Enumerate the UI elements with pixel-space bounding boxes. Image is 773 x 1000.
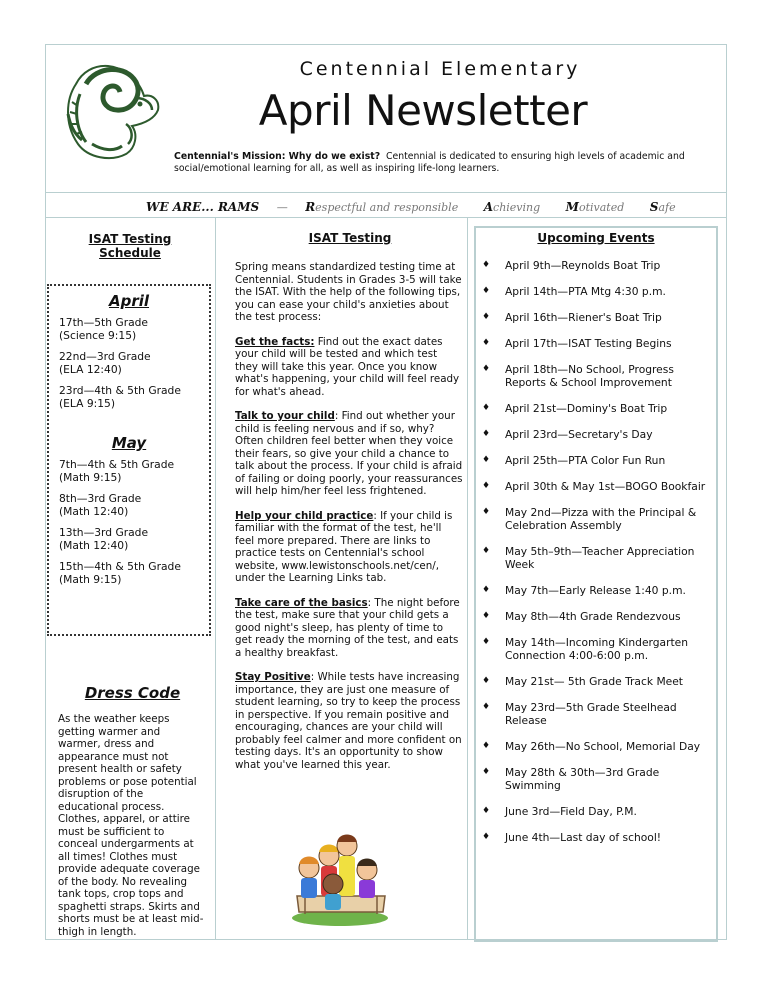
event-item: [472, 337, 710, 350]
middle-column-divider: [467, 217, 468, 940]
event-text: June 4th—Last day of school!: [505, 831, 662, 844]
tip-paragraph: [235, 671, 463, 771]
schedule-entry-date: 8th—3rd Grade: [59, 492, 142, 505]
event-text: April 23rd—Secretary's Day: [505, 428, 653, 441]
motto-s-rest: afe: [658, 201, 676, 214]
schedule-entry-subject: (Math 9:15): [59, 573, 122, 586]
tip-paragraph: [235, 510, 463, 585]
motto-a-letter: A: [483, 200, 494, 214]
header-divider: [45, 192, 727, 193]
diamond-bullet-icon: ♦: [482, 403, 491, 413]
motto-lead: WE ARE... RAMS: [146, 200, 260, 214]
may-label: May: [111, 434, 147, 452]
event-text: June 3rd—Field Day, P.M.: [505, 805, 637, 818]
schedule-entry-subject: (Math 9:15): [59, 471, 122, 484]
tips-list: [235, 336, 463, 772]
mission-label: Centennial's Mission: Why do we exist?: [174, 151, 381, 162]
diamond-bullet-icon: ♦: [482, 806, 491, 816]
motto-r-letter: R: [305, 200, 316, 214]
tip-title: Take care of the basics: [235, 596, 368, 609]
tip-text: : The night before the test, make sure that your child gets a good night's sleep, has plenty of time to get ready the morning of the test, and eats a healthy breakfast.: [235, 596, 460, 659]
page-title: April Newsletter: [258, 86, 588, 135]
diamond-bullet-icon: ♦: [482, 481, 491, 491]
event-item: [472, 311, 710, 324]
events-heading: Upcoming Events: [537, 231, 655, 245]
diamond-bullet-icon: ♦: [482, 767, 491, 777]
event-item: [472, 506, 710, 532]
event-text: April 18th—No School, Progress Reports & School Improvement: [505, 363, 674, 389]
mission-text: Centennial is dedicated to ensuring high levels of academic and social/emotional learning for all, as well as inspiring life-long learners.: [174, 151, 685, 174]
schedule-entry: [59, 560, 209, 586]
tip-title: Help your child practice: [235, 509, 374, 522]
article-intro: Spring means standardized testing time at Centennial. Students in Grades 3-5 will take the ISAT. With the help of the following tips, you can ease your child's anxieties about the test process:: [235, 261, 462, 323]
testing-schedule-box: [47, 284, 211, 636]
tip-paragraph: [235, 410, 463, 498]
diamond-bullet-icon: ♦: [482, 611, 491, 621]
tip-title: Get the facts:: [235, 335, 315, 348]
event-item: [472, 285, 710, 298]
tip-text: : While tests have increasing importance, they are just one measure of student learning, so try to keep the process in perspective. If you remain positive and encouraging, chances are your child will probably feel calmer and more confident on testing days. It's an opportunity to show what you've learned this year.: [235, 671, 462, 771]
tip-paragraph: [235, 597, 463, 660]
schedule-entry: [59, 384, 209, 410]
event-item: [472, 480, 710, 493]
tip-title: Talk to your child: [235, 410, 335, 422]
event-text: May 21st— 5th Grade Track Meet: [505, 675, 684, 688]
may-schedule-list: [49, 458, 209, 586]
diamond-bullet-icon: ♦: [482, 260, 491, 270]
children-illustration: [285, 826, 395, 930]
event-item: [472, 610, 710, 623]
diamond-bullet-icon: ♦: [482, 429, 491, 439]
tip-title: Stay Positive: [235, 671, 311, 683]
schedule-entry-date: 7th—4th & 5th Grade: [59, 458, 175, 471]
schedule-entry-subject: (Math 12:40): [59, 539, 129, 552]
article-body: [235, 261, 463, 783]
schedule-entry-subject: (ELA 9:15): [59, 397, 116, 410]
event-item: [472, 766, 710, 792]
schedule-entry: [59, 316, 209, 342]
event-item: [472, 428, 710, 441]
diamond-bullet-icon: ♦: [482, 585, 491, 595]
event-item: [472, 805, 710, 818]
motto-m-letter: M: [565, 200, 579, 214]
event-text: April 30th & May 1st—BOGO Bookfair: [505, 480, 706, 493]
diamond-bullet-icon: ♦: [482, 507, 491, 517]
motto-bar: [146, 200, 676, 214]
tip-text: Find out the exact dates your child will be tested and which test they will take this year. Once you know what's happening, your child will feel ready for what's ahead.: [235, 335, 460, 398]
school-name: Centennial Elementary: [299, 58, 581, 80]
event-text: April 25th—PTA Color Fun Run: [505, 454, 666, 467]
event-text: May 23rd—5th Grade Steelhead Release: [505, 701, 677, 727]
schedule-entry-subject: (Science 9:15): [59, 329, 137, 342]
april-label: April: [108, 292, 150, 310]
events-list: [472, 259, 710, 857]
event-text: May 2nd—Pizza with the Principal & Celebration Assembly: [505, 506, 697, 532]
schedule-entry-date: 17th—5th Grade: [59, 316, 148, 329]
event-item: [472, 584, 710, 597]
diamond-bullet-icon: ♦: [482, 832, 491, 842]
event-text: April 9th—Reynolds Boat Trip: [505, 259, 661, 272]
schedule-entry-date: 23rd—4th & 5th Grade: [59, 384, 181, 397]
event-item: [472, 402, 710, 415]
schedule-entry-date: 13th—3rd Grade: [59, 526, 149, 539]
motto-a-rest: chieving: [493, 201, 541, 214]
event-item: [472, 701, 710, 727]
event-text: April 17th—ISAT Testing Begins: [505, 337, 672, 350]
diamond-bullet-icon: ♦: [482, 338, 491, 348]
event-item: [472, 363, 710, 389]
april-schedule-list: [49, 316, 209, 410]
left-column-divider: [215, 217, 216, 940]
event-text: April 21st—Dominy's Boat Trip: [505, 402, 668, 415]
schedule-entry-subject: (ELA 12:40): [59, 363, 122, 376]
motto-m-rest: otivated: [578, 201, 625, 214]
schedule-entry: [59, 526, 209, 552]
event-text: April 14th—PTA Mtg 4:30 p.m.: [505, 285, 666, 298]
event-item: [472, 259, 710, 272]
diamond-bullet-icon: ♦: [482, 312, 491, 322]
tip-text: : If your child is familiar with the format of the test, he'll feel more prepared. There are links to practice tests on Centennial's school website, www.lewistonschools.net/cen/, under the Learning Links tab.: [235, 509, 453, 584]
tip-paragraph: [235, 336, 463, 399]
schedule-entry: [59, 458, 209, 484]
dress-code-heading: Dress Code: [84, 684, 181, 702]
schedule-entry-date: 22nd—3rd Grade: [59, 350, 151, 363]
motto-divider: [45, 217, 727, 218]
motto-dash: —: [276, 201, 288, 214]
ram-logo: [56, 54, 162, 162]
event-item: [472, 454, 710, 467]
event-item: [472, 675, 710, 688]
schedule-entry: [59, 350, 209, 376]
event-text: May 14th—Incoming Kindergarten Connection 4:00-6:00 p.m.: [505, 636, 689, 662]
event-text: May 26th—No School, Memorial Day: [505, 740, 701, 753]
diamond-bullet-icon: ♦: [482, 286, 491, 296]
motto-s-letter: S: [649, 200, 659, 214]
diamond-bullet-icon: ♦: [482, 546, 491, 556]
mission-statement: [174, 151, 704, 175]
diamond-bullet-icon: ♦: [482, 676, 491, 686]
schedule-entry-subject: (Math 12:40): [59, 505, 129, 518]
schedule-heading: ISAT Testing Schedule: [88, 232, 172, 260]
diamond-bullet-icon: ♦: [482, 455, 491, 465]
event-item: [472, 636, 710, 662]
event-item: [472, 545, 710, 571]
schedule-entry-date: 15th—4th & 5th Grade: [59, 560, 181, 573]
diamond-bullet-icon: ♦: [482, 702, 491, 712]
event-text: April 16th—Riener's Boat Trip: [505, 311, 662, 324]
diamond-bullet-icon: ♦: [482, 637, 491, 647]
event-text: May 7th—Early Release 1:40 p.m.: [505, 584, 686, 597]
event-text: May 8th—4th Grade Rendezvous: [505, 610, 681, 623]
diamond-bullet-icon: ♦: [482, 741, 491, 751]
dress-code-text: As the weather keeps getting warmer and warmer, dress and appearance must not present health or safety problems or pose potential disruption of the educational process. Clothes, apparel, or attire must be sufficient to conceal undergarments at all times! Clothes must provide adequate coverage of the body. No revealing tank tops, crop tops and spaghetti straps. Skirts and shorts must be at least mid-thigh in length.: [58, 713, 204, 938]
schedule-entry: [59, 492, 209, 518]
event-text: May 28th & 30th—3rd Grade Swimming: [505, 766, 660, 792]
motto-r-rest: espectful and responsible: [315, 201, 459, 214]
event-item: [472, 740, 710, 753]
diamond-bullet-icon: ♦: [482, 364, 491, 374]
event-item: [472, 831, 710, 844]
event-text: May 5th–9th—Teacher Appreciation Week: [505, 545, 695, 571]
article-heading: ISAT Testing: [308, 231, 392, 245]
tip-text: : Find out whether your child is feeling nervous and if so, why? Often children feel better when they voice their fears, so give your child a chance to talk about the process. If your child is afraid of failing or doing poorly, your reassurances will help him/her feel less frightened.: [235, 410, 463, 497]
